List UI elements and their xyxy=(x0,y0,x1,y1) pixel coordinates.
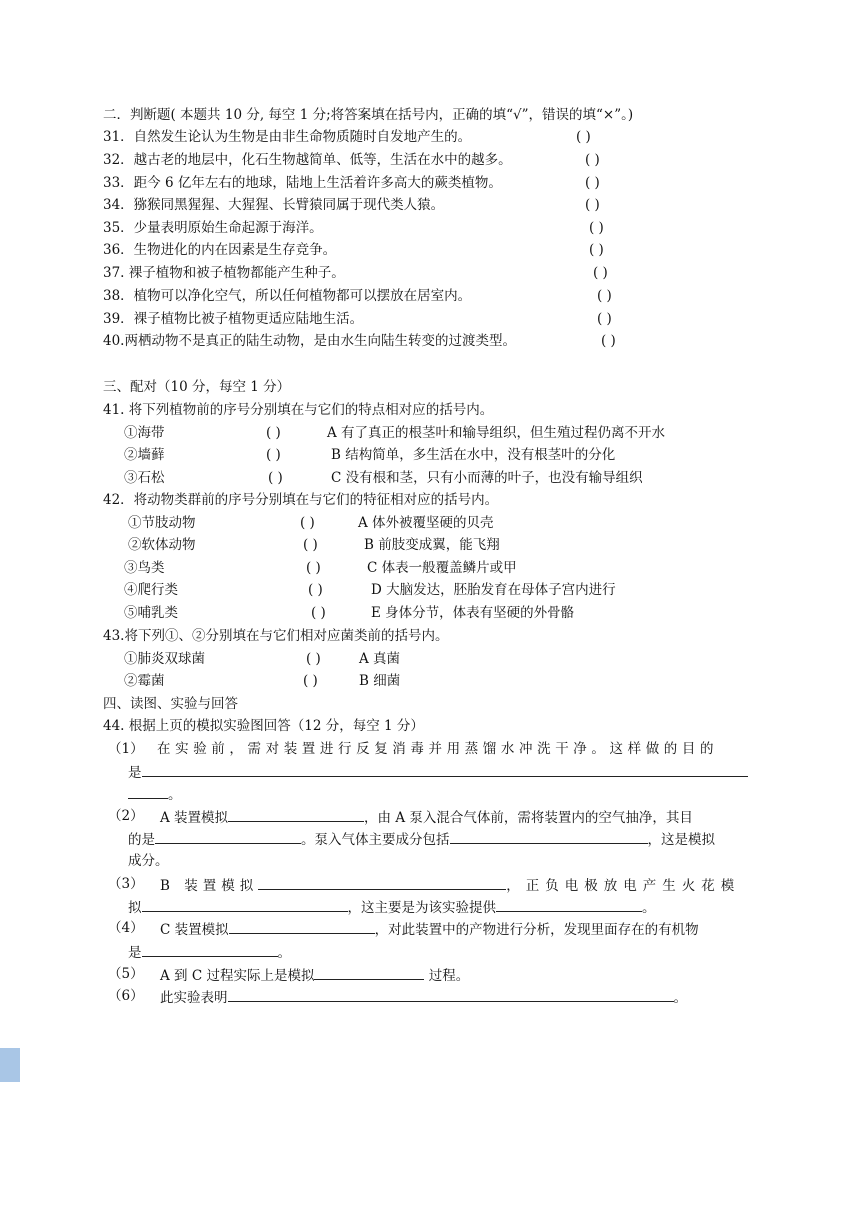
answer-bracket-31[interactable]: ( ) xyxy=(576,129,591,145)
q44-p1-text: 在实验前，需对装置进行反复消毒并用蒸馏水冲洗干净。这样做的目的 xyxy=(157,741,719,757)
q42-bracket-5[interactable]: ( ) xyxy=(311,605,326,621)
judge-item-40: 40.两栖动物不是真正的陆生动物，是由水生向陆生转变的过渡类型。 xyxy=(103,333,516,349)
q44-p5-text-a: A 到 C 过程实际上是模拟 xyxy=(160,968,315,984)
q43-right-2: B 细菌 xyxy=(359,673,401,689)
q44-p6-text-b: 。 xyxy=(673,990,687,1006)
q43-left-1: ①肺炎双球菌 xyxy=(124,651,205,667)
q41-right-2: B 结构简单，多生活在水中，没有根茎叶的分化 xyxy=(331,447,616,463)
judge-item-35: 35．少量表明原始生命起源于海洋。 xyxy=(103,220,323,236)
q44-p6-number: （6） xyxy=(108,988,144,1004)
answer-bracket-37[interactable]: ( ) xyxy=(593,265,608,281)
q44-p4-line1 xyxy=(160,919,699,939)
q42-left-5: ⑤哺乳类 xyxy=(124,605,178,621)
q41-left-1: ①海带 xyxy=(124,425,165,441)
q44-title: 44. 根据上页的模拟实验图回答（12 分，每空 1 分） xyxy=(103,718,424,734)
q44-p2-line1 xyxy=(160,807,693,827)
q42-left-4: ④爬行类 xyxy=(124,582,178,598)
q44-p3-line1 xyxy=(160,875,740,895)
q42-right-2: B 前肢变成翼，能飞翔 xyxy=(364,537,500,553)
q44-p2-line3: 成分。 xyxy=(128,853,169,869)
q43-right-1: A 真菌 xyxy=(359,651,401,667)
q44-p1-end: 。 xyxy=(168,787,182,803)
answer-bracket-32[interactable]: ( ) xyxy=(585,152,600,168)
q44-p3-text-d: ，这主要是为该实验提供 xyxy=(347,900,496,916)
q44-p1-blank[interactable] xyxy=(142,762,748,777)
q44-p3-text-b: ，正负电极放电产生火花模 xyxy=(506,878,741,894)
q44-p1-tail xyxy=(128,784,182,804)
q42-left-3: ③鸟类 xyxy=(124,560,165,576)
q44-p3-blank-2[interactable] xyxy=(142,897,348,912)
q44-p4-number: （4） xyxy=(108,920,144,936)
q44-p2-text-d: 。泵入气体主要成分包括 xyxy=(301,832,450,848)
q41-bracket-2[interactable]: ( ) xyxy=(266,447,281,463)
q41-title: 41. 将下列植物前的序号分别填在与它们的特点相对应的括号内。 xyxy=(103,402,494,418)
q44-p5-text-b: 过程。 xyxy=(424,968,470,984)
q44-p3-text-e: 。 xyxy=(642,900,656,916)
q44-p2-text-c: 的是 xyxy=(128,832,155,848)
section4-header: 四、读图、实验与回答 xyxy=(103,696,238,712)
judge-item-32: 32．越古老的地层中，化石生物越简单、低等，生活在水中的越多。 xyxy=(103,152,512,168)
q44-p5-blank[interactable] xyxy=(314,965,424,980)
judge-item-39: 39．裸子植物比被子植物更适应陆地生活。 xyxy=(103,311,364,327)
judge-item-36: 36．生物进化的内在因素是生存竞争。 xyxy=(103,242,337,258)
q43-title: 43.将下列①、②分别填在与它们相对应菌类前的括号内。 xyxy=(103,628,449,644)
q44-p2-blank-2[interactable] xyxy=(155,829,301,844)
q44-p3-number: （3） xyxy=(108,876,144,892)
q42-left-1: ①节肢动物 xyxy=(128,515,196,531)
q44-p4-text-a: C 装置模拟 xyxy=(160,922,229,938)
answer-bracket-39[interactable]: ( ) xyxy=(597,311,612,327)
q42-right-4: D 大脑发达，胚胎发育在母体子宫内进行 xyxy=(371,582,616,598)
q42-right-1: A 体外被覆坚硬的贝壳 xyxy=(358,515,494,531)
q42-right-3: C 体表一般覆盖鳞片或甲 xyxy=(367,560,517,576)
q41-left-2: ②墙藓 xyxy=(124,447,165,463)
judge-item-31: 31．自然发生论认为生物是由非生命物质随时自发地产生的。 xyxy=(103,129,472,145)
q44-p3-blank-3[interactable] xyxy=(496,897,642,912)
q44-p6-blank[interactable] xyxy=(228,987,674,1002)
q42-right-5: E 身体分节，体表有坚硬的外骨骼 xyxy=(371,605,575,621)
page-edge-tab xyxy=(0,1048,20,1082)
q44-p6-text-a: 此实验表明 xyxy=(160,990,228,1006)
q44-p2-blank-1[interactable] xyxy=(228,807,364,822)
q44-p4-blank-1[interactable] xyxy=(229,919,375,934)
q44-p2-blank-3[interactable] xyxy=(450,829,648,844)
q44-p4-text-c: 是 xyxy=(128,945,142,961)
q44-p6-line xyxy=(160,987,687,1007)
q44-p4-text-d: 。 xyxy=(277,945,291,961)
q44-p5-number: （5） xyxy=(108,966,144,982)
q44-p3-line2 xyxy=(128,897,656,917)
section2-header: 二．判断题( 本题共 10 分, 每空 1 分;将答案填在括号内，正确的填“√”，错误的填“×”。) xyxy=(103,107,634,123)
q41-bracket-1[interactable]: ( ) xyxy=(266,425,281,441)
q42-left-2: ②软体动物 xyxy=(128,537,196,553)
judge-item-37: 37. 裸子植物和被子植物都能产生种子。 xyxy=(103,265,345,281)
q43-left-2: ②霉菌 xyxy=(124,673,165,689)
q42-title: 42．将动物类群前的序号分别填在与它们的特征相对应的括号内。 xyxy=(103,492,499,508)
q44-p2-number: （2） xyxy=(108,808,144,824)
q42-bracket-3[interactable]: ( ) xyxy=(306,560,321,576)
answer-bracket-40[interactable]: ( ) xyxy=(601,333,616,349)
q41-bracket-3[interactable]: ( ) xyxy=(268,470,283,486)
answer-bracket-38[interactable]: ( ) xyxy=(597,288,612,304)
q41-right-3: C 没有根和茎，只有小而薄的叶子，也没有输导组织 xyxy=(331,470,643,486)
q41-right-1: A 有了真正的根茎叶和输导组织，但生殖过程仍离不开水 xyxy=(327,425,666,441)
answer-bracket-35[interactable]: ( ) xyxy=(589,220,604,236)
answer-bracket-34[interactable]: ( ) xyxy=(585,197,600,213)
q42-bracket-1[interactable]: ( ) xyxy=(300,515,315,531)
q44-p5-line xyxy=(160,965,469,985)
q41-left-3: ③石松 xyxy=(124,470,165,486)
q44-p2-text-b: ，由 A 泵入混合气体前，需将装置内的空气抽净，其目 xyxy=(364,810,693,826)
q44-p3-text-a: B 装置模拟 xyxy=(160,878,259,894)
q44-p3-blank-1[interactable] xyxy=(258,875,506,890)
q44-p2-text-a: A 装置模拟 xyxy=(160,810,229,826)
q44-p4-line2 xyxy=(128,942,291,962)
q44-p3-text-c: 拟 xyxy=(128,900,142,916)
q44-p1-continuation xyxy=(128,762,748,782)
q44-p4-text-b: ，对此装置中的产物进行分析，发现里面存在的有机物 xyxy=(374,922,699,938)
q44-p1-blank-end[interactable] xyxy=(128,784,168,799)
judge-item-34: 34．猕猴同黑猩猩、大猩猩、长臂猿同属于现代类人猿。 xyxy=(103,197,445,213)
judge-item-38: 38．植物可以净化空气，所以任何植物都可以摆放在居室内。 xyxy=(103,288,472,304)
q44-p1-number: （1） xyxy=(108,741,144,757)
q44-p1-prefix: 是 xyxy=(128,765,142,781)
q44-p4-blank-2[interactable] xyxy=(142,942,278,957)
answer-bracket-33[interactable]: ( ) xyxy=(585,175,600,191)
q43-bracket-2[interactable]: ( ) xyxy=(303,673,318,689)
answer-bracket-36[interactable]: ( ) xyxy=(589,242,604,258)
q42-bracket-4[interactable]: ( ) xyxy=(308,582,323,598)
q44-p2-line2 xyxy=(128,829,715,849)
judge-item-33: 33．距今 6 亿年左右的地球，陆地上生活着许多高大的蕨类植物。 xyxy=(103,175,502,191)
q43-bracket-1[interactable]: ( ) xyxy=(306,651,321,667)
section3-header: 三、配对（10 分，每空 1 分） xyxy=(103,379,291,395)
q42-bracket-2[interactable]: ( ) xyxy=(303,537,318,553)
q44-p2-text-e: ，这是模拟 xyxy=(647,832,715,848)
